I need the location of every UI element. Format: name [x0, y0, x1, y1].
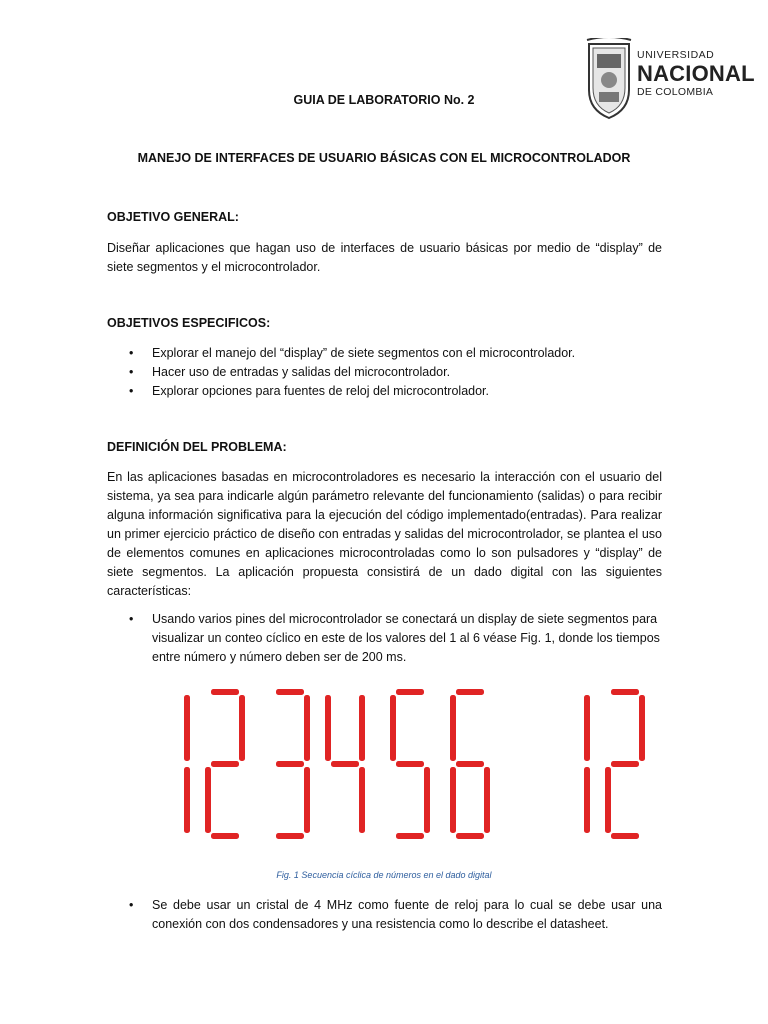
seven-segment-digit: [276, 689, 310, 839]
segment-b: [304, 695, 310, 761]
seven-segment-digit: [605, 689, 645, 839]
university-logo: [585, 38, 755, 120]
seven-segment-digit: [325, 695, 365, 833]
problem-list-2: [107, 896, 662, 934]
segment-a: [396, 689, 424, 695]
list-item-text: Usando varios pines del microcontrolador se conectará un display de siete segmentos para visualizar un conteo cíclico en este de los valores del 1 al 6 véase Fig. 1, donde los tiempos entre número y número deben ser de 200 ms.: [152, 612, 660, 664]
list-item-text: Explorar opciones para fuentes de reloj del microcontrolador.: [152, 384, 489, 398]
segment-b: [239, 695, 245, 761]
segment-b: [584, 695, 590, 761]
bullet-icon: •: [129, 898, 134, 912]
seven-segment-digit: [584, 695, 590, 833]
segment-c: [304, 767, 310, 833]
segment-d: [396, 833, 424, 839]
heading-objetivo-general: OBJETIVO GENERAL:: [107, 210, 239, 224]
segment-c: [184, 767, 190, 833]
logo-line-3: DE COLOMBIA: [637, 85, 714, 98]
segment-b: [359, 695, 365, 761]
segment-d: [276, 833, 304, 839]
logo-line-2: NACIONAL: [637, 60, 755, 86]
problem-list-1: [107, 610, 662, 667]
segment-g: [211, 761, 239, 767]
seven-segment-digit: [184, 695, 190, 833]
list-item: [107, 344, 662, 363]
seven-segment-digit: [450, 689, 490, 839]
seven-segment-figure: [150, 683, 670, 848]
segment-g: [331, 761, 359, 767]
list-item: [107, 363, 662, 382]
objectives-list: [107, 344, 662, 401]
segment-d: [456, 833, 484, 839]
logo-line-1: UNIVERSIDAD: [637, 49, 715, 61]
heading-definicion-problema: DEFINICIÓN DEL PROBLEMA:: [107, 440, 287, 454]
segment-b: [184, 695, 190, 761]
segment-c: [584, 767, 590, 833]
document-subtitle: MANEJO DE INTERFACES DE USUARIO BÁSICAS CON EL MICROCONTROLADOR: [137, 151, 631, 165]
list-item: [107, 382, 662, 401]
seven-segment-digit: [205, 689, 245, 839]
logo-wordmark: [637, 50, 755, 97]
heading-objetivos-especificos: OBJETIVOS ESPECIFICOS:: [107, 316, 271, 330]
segment-c: [359, 767, 365, 833]
segment-f: [390, 695, 396, 761]
segment-f: [325, 695, 331, 761]
segment-a: [276, 689, 304, 695]
segment-e: [450, 767, 456, 833]
list-item: [107, 896, 662, 934]
list-item-text: Explorar el manejo del “display” de siete segmentos con el microcontrolador.: [152, 346, 576, 360]
segment-g: [456, 761, 484, 767]
segment-c: [424, 767, 430, 833]
document-title: GUIA DE LABORATORIO No. 2: [293, 93, 475, 107]
segment-g: [396, 761, 424, 767]
bullet-icon: •: [129, 346, 134, 360]
segment-d: [211, 833, 239, 839]
segment-e: [605, 767, 611, 833]
segment-e: [205, 767, 211, 833]
list-item: [107, 610, 662, 667]
segment-g: [276, 761, 304, 767]
figure-caption: Fig. 1 Secuencia cíclica de números en el dado digital: [276, 870, 492, 880]
seven-segment-digit: [390, 689, 430, 839]
segment-f: [450, 695, 456, 761]
segment-c: [484, 767, 490, 833]
shield-crest-icon: [585, 38, 633, 120]
paragraph-objetivo-general: Diseñar aplicaciones que hagan uso de interfaces de usuario básicas por medio de “display” de siete segmentos y el microcontrolador.: [107, 241, 662, 274]
bullet-icon: •: [129, 384, 134, 398]
segment-a: [456, 689, 484, 695]
segment-a: [611, 689, 639, 695]
bullet-icon: •: [129, 612, 134, 626]
paragraph-definicion-problema: En las aplicaciones basadas en microcontroladores es necesario la interacción con el usuario del sistema, ya sea para indicarle algún parámetro relevante del funcionamiento (salidas) o para recibir alguna información significativa para la ejecución del código implementado(entradas). Para realizar un primer ejercicio práctico de diseño con entradas y salidas del microcontrolador, se plantea el uso de elementos comunes en aplicaciones microcontroladas como lo son pulsadores y “display” de siete segmentos. La aplicación propuesta consistirá de un dado digital con las siguientes características:: [107, 470, 662, 598]
bullet-icon: •: [129, 365, 134, 379]
segment-b: [639, 695, 645, 761]
segment-g: [611, 761, 639, 767]
list-item-text: Se debe usar un cristal de 4 MHz como fuente de reloj para lo cual se debe usar una conexión con dos condensadores y una resistencia como lo describe el datasheet.: [152, 898, 662, 931]
list-item-text: Hacer uso de entradas y salidas del microcontrolador.: [152, 365, 451, 379]
segment-a: [211, 689, 239, 695]
segment-d: [611, 833, 639, 839]
